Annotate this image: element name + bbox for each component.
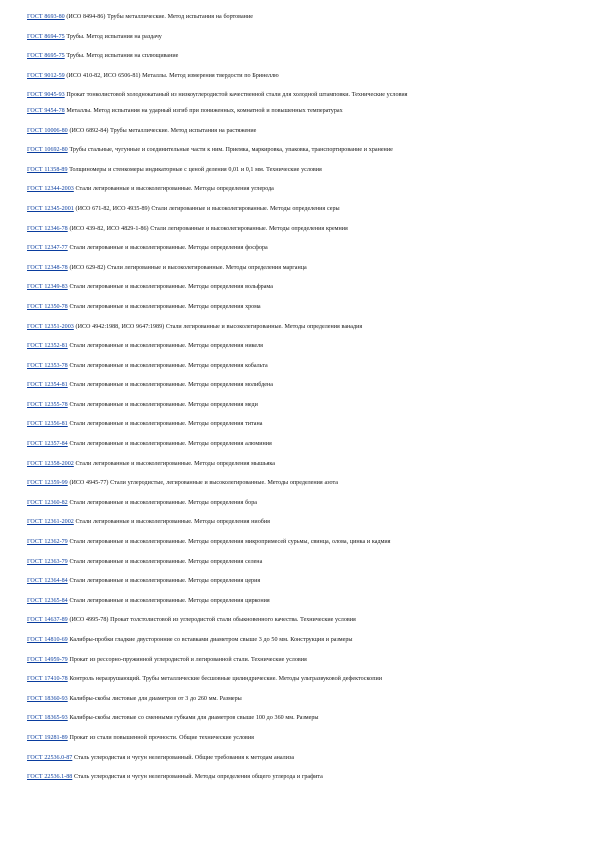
standard-link[interactable]: ГОСТ 12351-2003 <box>27 323 74 330</box>
standard-link[interactable]: ГОСТ 12357-84 <box>27 441 68 448</box>
list-item <box>27 675 572 683</box>
standard-title: (ИСО 4942:1988, ИСО 9647:1989) Стали легированные и высоколегированные. Методы определения ванадия <box>73 323 363 330</box>
standard-title: Стали легированные и высоколегированные. Методы определения углерода <box>73 186 274 193</box>
list-item <box>27 577 572 585</box>
standard-title: (ИСО 410-82, ИСО 6506-81) Металлы. Метод измерения твердости по Бринеллю <box>64 72 279 79</box>
standard-title: Прокат тонколистовой холоднокатаный из низкоуглеродистой качественной стали для холодной штамповки. Технические условия <box>64 92 408 99</box>
standard-title: Стали легированные и высоколегированные. Методы определения микропримесей сурьмы, свинца, олова, цинка и кадмия <box>67 539 391 546</box>
standard-title: (ИСО 439-82, ИСО 4829-1-86) Стали легированные и высоколегированные. Методы определения кремния <box>67 225 348 232</box>
standard-link[interactable]: ГОСТ 12347-77 <box>27 245 68 252</box>
list-item <box>27 146 572 154</box>
list-item <box>27 401 572 409</box>
list-item <box>27 440 572 448</box>
list-item <box>27 185 572 193</box>
standard-link[interactable]: ГОСТ 12364-84 <box>27 578 68 585</box>
standard-title: Трубы. Метод испытания на раздачу <box>64 33 162 40</box>
list-item <box>27 13 572 21</box>
standard-link[interactable]: ГОСТ 17410-78 <box>27 676 68 683</box>
standard-title: Трубы. Метод испытания на сплющивание <box>64 53 179 60</box>
standard-link[interactable]: ГОСТ 12363-79 <box>27 558 68 565</box>
standard-title: Сталь углеродистая и чугун нелегированный. Общие требования к методам анализа <box>72 754 295 761</box>
standard-title: Стали легированные и высоколегированные. Методы определения меди <box>67 401 258 408</box>
standard-title: Трубы стальные, чугунные и соединительные части к ним. Приемка, маркировка, упаковка, транспортирование и хранение <box>67 147 393 154</box>
standard-link[interactable]: ГОСТ 12345-2001 <box>27 205 74 212</box>
standard-link[interactable]: ГОСТ 12360-82 <box>27 499 68 506</box>
standard-title: Стали легированные и высоколегированные. Методы определения вольфрама <box>67 284 273 291</box>
list-item <box>27 460 572 468</box>
standard-title: Толщиномеры и стенкомеры индикаторные с ценой деления 0,01 и 0,1 мм. Технические условия <box>67 166 322 173</box>
list-item <box>27 518 572 526</box>
standard-title: (ИСО 4995-78) Прокат толстолистовой из углеродистой стали обыкновенного качества. Технические условия <box>67 617 356 624</box>
standard-title: Стали легированные и высоколегированные. Методы определения кобальта <box>67 362 268 369</box>
standard-link[interactable]: ГОСТ 12348-78 <box>27 264 68 271</box>
list-item <box>27 616 572 624</box>
standard-link[interactable]: ГОСТ 12362-79 <box>27 539 68 546</box>
list-item <box>27 107 572 115</box>
list-item <box>27 205 572 213</box>
list-item <box>27 166 572 174</box>
list-item <box>27 127 572 135</box>
standard-link[interactable]: ГОСТ 18360-93 <box>27 695 68 702</box>
standard-title: (ИСО 6892-84) Трубы металлические. Метод испытания на растяжение <box>67 127 257 134</box>
standard-title: Стали легированные и высоколегированные. Методы определения церия <box>67 578 261 585</box>
standard-link[interactable]: ГОСТ 12349-83 <box>27 284 68 291</box>
list-item <box>27 714 572 722</box>
list-item <box>27 323 572 331</box>
list-item <box>27 52 572 60</box>
standard-title: Стали легированные и высоколегированные. Методы определения мышьяка <box>73 460 275 467</box>
standard-title: Калибры-скобы листовые со сменными губками для диаметров свыше 100 до 360 мм. Размеры <box>67 715 319 722</box>
list-item <box>27 754 572 762</box>
list-item <box>27 283 572 291</box>
list-item <box>27 264 572 272</box>
standard-link[interactable]: ГОСТ 14959-79 <box>27 656 68 663</box>
standard-link[interactable]: ГОСТ 8694-75 <box>27 33 65 40</box>
list-item <box>27 597 572 605</box>
list-item <box>27 33 572 41</box>
list-item <box>27 538 572 546</box>
standard-link[interactable]: ГОСТ 8695-75 <box>27 53 65 60</box>
standard-link[interactable]: ГОСТ 12344-2003 <box>27 186 74 193</box>
standard-link[interactable]: ГОСТ 12361-2002 <box>27 519 74 526</box>
list-item <box>27 734 572 742</box>
standard-title: Стали легированные и высоколегированные. Методы определения титана <box>67 421 263 428</box>
standard-link[interactable]: ГОСТ 12358-2002 <box>27 460 74 467</box>
standard-title: Стали легированные и высоколегированные. Методы определения никеля <box>67 343 263 350</box>
standard-title: Калибры-скобы листовые для диаметров от 3 до 260 мм. Размеры <box>67 695 242 702</box>
standard-title: Стали легированные и высоколегированные. Методы определения селена <box>67 558 263 565</box>
standard-title: (ИСО 8494-86) Трубы металлические. Метод испытания на бортование <box>64 14 253 20</box>
list-item <box>27 72 572 80</box>
standard-title: Стали легированные и высоколегированные. Методы определения ниобия <box>73 519 270 526</box>
standard-title: Прокат из рессорно-пружинной углеродистой и легированной стали. Технические условия <box>67 656 307 663</box>
list-item <box>27 773 572 781</box>
standard-link[interactable]: ГОСТ 12355-78 <box>27 401 68 408</box>
standard-title: Металлы. Метод испытания на ударный изгиб при пониженных, комнатной и повышенных температурах <box>64 107 343 114</box>
standard-link[interactable]: ГОСТ 9045-93 <box>27 92 65 99</box>
list-item <box>27 362 572 370</box>
standard-link[interactable]: ГОСТ 12353-78 <box>27 362 68 369</box>
standard-title: Калибры-пробки гладкие двусторонние со вставками диаметром свыше 3 до 50 мм. Конструкция и размеры <box>67 637 353 643</box>
standard-link[interactable]: ГОСТ 14810-69 <box>27 637 68 643</box>
standard-title: (ИСО 4945-77) Стали углеродистые, легированные и высоколегированные. Методы определения азота <box>67 480 338 487</box>
list-item <box>27 381 572 389</box>
standard-link[interactable]: ГОСТ 14637-89 <box>27 617 68 624</box>
list-item <box>27 499 572 507</box>
standard-title: Контроль неразрушающий. Трубы металлические бесшовные цилиндрические. Методы ультразвуковой дефектоскопии <box>67 676 382 683</box>
document-body <box>27 13 572 793</box>
standard-link[interactable]: ГОСТ 22536.0-87 <box>27 754 73 761</box>
list-item <box>27 479 572 487</box>
list-item <box>27 695 572 703</box>
standard-link[interactable]: ГОСТ 12350-78 <box>27 303 68 310</box>
list-item <box>27 636 572 644</box>
list-item <box>27 303 572 311</box>
list-item <box>27 420 572 428</box>
list-item <box>27 244 572 252</box>
standard-link[interactable]: ГОСТ 12359-99 <box>27 480 68 487</box>
standard-link[interactable]: ГОСТ 12352-81 <box>27 343 68 350</box>
list-item <box>27 342 572 350</box>
list-item <box>27 656 572 664</box>
standard-title: Стали легированные и высоколегированные. Методы определения хрома <box>67 303 261 310</box>
standard-link[interactable]: ГОСТ 12346-78 <box>27 225 68 232</box>
standard-link[interactable]: ГОСТ 11358-89 <box>27 166 68 173</box>
standard-title: (ИСО 671-82, ИСО 4935-89) Стали легированные и высоколегированные. Методы определения серы <box>73 205 340 212</box>
list-item <box>27 558 572 566</box>
standard-title: Стали легированные и высоколегированные. Методы определения молибдена <box>67 382 273 389</box>
list-item <box>27 91 572 99</box>
standard-link[interactable]: ГОСТ 22536.1-88 <box>27 774 73 781</box>
standard-link[interactable]: ГОСТ 12354-81 <box>27 382 68 389</box>
standard-title: (ИСО 629-82) Стали легированные и высоколегированные. Методы определения марганца <box>67 264 307 271</box>
standard-title: Стали легированные и высоколегированные. Методы определения бора <box>67 499 257 506</box>
standard-link[interactable]: ГОСТ 9012-59 <box>27 72 65 79</box>
standard-link[interactable]: ГОСТ 12356-81 <box>27 421 68 428</box>
standard-title: Стали легированные и высоколегированные. Методы определения алюминия <box>67 441 272 448</box>
standard-title: Стали легированные и высоколегированные. Методы определения циркония <box>67 597 270 604</box>
standard-link[interactable]: ГОСТ 8693-80 <box>27 14 65 20</box>
standard-link[interactable]: ГОСТ 9454-78 <box>27 107 65 114</box>
standard-link[interactable]: ГОСТ 12365-84 <box>27 597 68 604</box>
standard-link[interactable]: ГОСТ 10006-80 <box>27 127 68 134</box>
standard-link[interactable]: ГОСТ 19281-89 <box>27 734 68 741</box>
standard-title: Стали легированные и высоколегированные. Методы определения фосфора <box>67 245 268 252</box>
standard-title: Прокат из стали повышенной прочности. Общие технические условия <box>67 734 254 741</box>
standard-link[interactable]: ГОСТ 10692-80 <box>27 147 68 154</box>
list-item <box>27 225 572 233</box>
standard-title: Сталь углеродистая и чугун нелегированный. Методы определения общего углерода и графита <box>72 774 323 781</box>
standard-link[interactable]: ГОСТ 18365-93 <box>27 715 68 722</box>
